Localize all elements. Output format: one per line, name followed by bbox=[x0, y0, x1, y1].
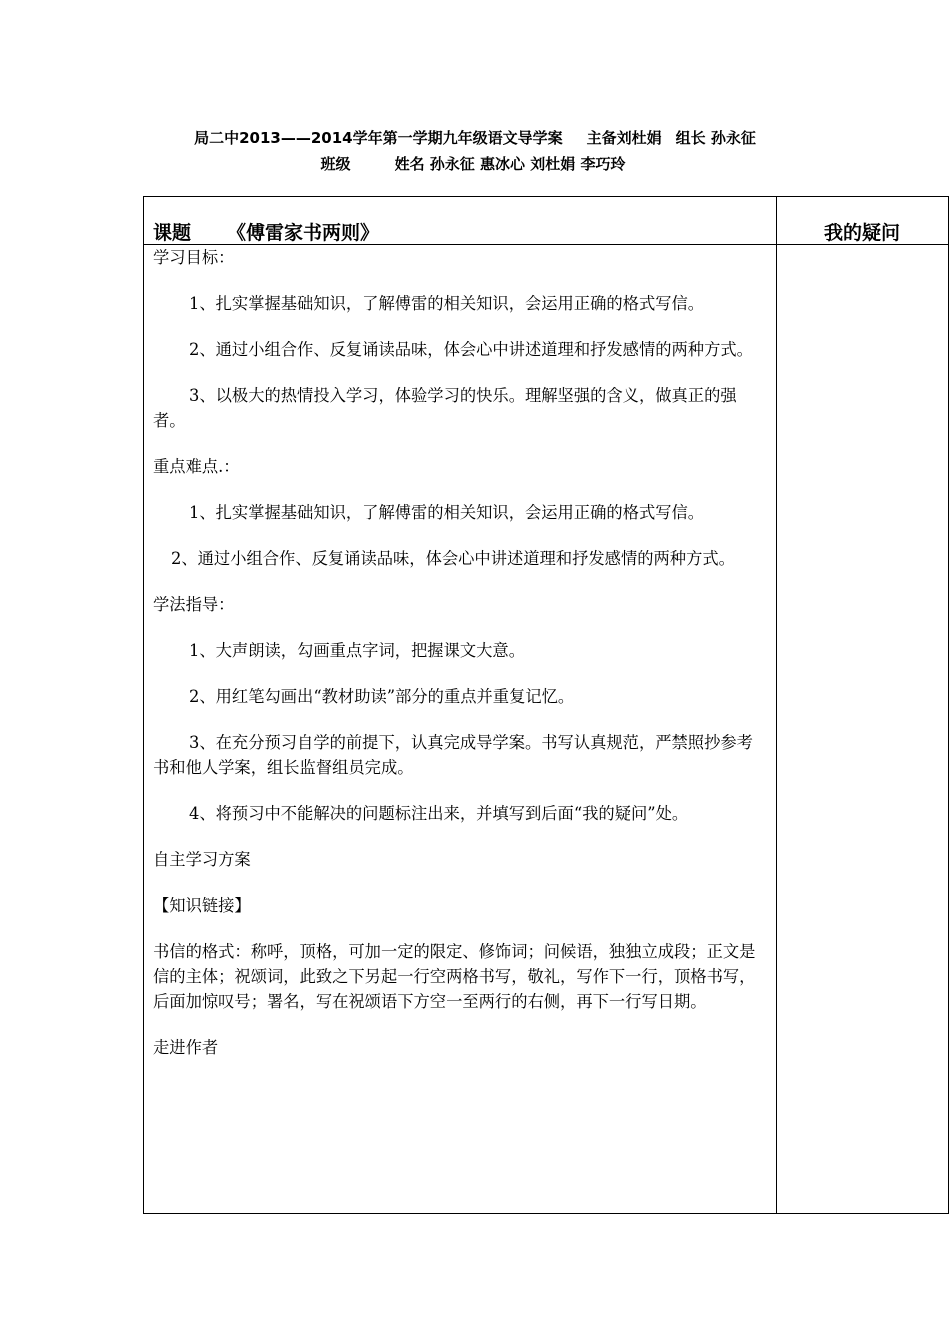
key-point-item: 2、通过小组合作、反复诵读品味，体会心中讲述道理和抒发感情的两种方式。 bbox=[171, 549, 735, 568]
lesson-content bbox=[153, 245, 768, 1081]
document-title: 局二中2013——2014学年第一学期九年级语文导学案 bbox=[194, 129, 563, 147]
method-item: 4、将预习中不能解决的问题标注出来，并填写到后面“我的疑问”处。 bbox=[189, 804, 689, 823]
class-label: 班级 bbox=[320, 155, 351, 173]
goals-heading: 学习目标： bbox=[153, 248, 235, 267]
lead-teacher: 主备刘杜娟 bbox=[586, 129, 662, 147]
author-heading: 走进作者 bbox=[153, 1038, 219, 1057]
document-header-line1 bbox=[0, 127, 950, 148]
lesson-name: 《傅雷家书两则》 bbox=[227, 222, 380, 244]
knowledge-link-heading: 【知识链接】 bbox=[153, 896, 251, 915]
document-header-line2 bbox=[0, 153, 948, 174]
student-names: 姓名 孙永征 惠冰心 刘杜娟 李巧玲 bbox=[394, 155, 626, 173]
self-study-heading: 自主学习方案 bbox=[153, 850, 251, 869]
goal-item: 2、通过小组合作、反复诵读品味，体会心中讲述道理和抒发感情的两种方式。 bbox=[189, 340, 753, 359]
my-questions-header: 我的疑问 bbox=[824, 222, 901, 244]
column-divider bbox=[776, 197, 777, 1213]
method-item: 1、大声朗读，勾画重点字词，把握课文大意。 bbox=[189, 641, 525, 660]
method-item: 2、用红笔勾画出“教材助读”部分的重点并重复记忆。 bbox=[189, 687, 575, 706]
key-points-heading: 重点难点.： bbox=[153, 457, 240, 476]
key-point-item: 1、扎实掌握基础知识，了解傅雷的相关知识，会运用正确的格式写信。 bbox=[189, 503, 705, 522]
lesson-title-cell bbox=[153, 218, 379, 245]
lesson-table bbox=[143, 196, 949, 1214]
group-leader: 组长 孙永征 bbox=[675, 129, 756, 147]
letter-format-paragraph: 书信的格式：称呼，顶格，可加一定的限定、修饰词；问候语，独独立成段；正文是信的主体；祝颂词，此致之下另起一行空两格书写，敬礼，写作下一行，顶格书写，后面加惊叹号；署名，写在祝颂语下方空一至两行的右侧，再下一行写日期。 bbox=[153, 942, 756, 1011]
goal-item: 1、扎实掌握基础知识，了解傅雷的相关知识，会运用正确的格式写信。 bbox=[189, 294, 705, 313]
title-label: 课题 bbox=[153, 222, 192, 244]
method-item: 3、在充分预习自学的前提下，认真完成导学案。书写认真规范，严禁照抄参考书和他人学案，组长监督组员完成。 bbox=[153, 733, 753, 777]
method-heading: 学法指导： bbox=[153, 595, 235, 614]
goal-item: 3、以极大的热情投入学习，体验学习的快乐。理解坚强的含义，做真正的强者。 bbox=[153, 386, 737, 430]
